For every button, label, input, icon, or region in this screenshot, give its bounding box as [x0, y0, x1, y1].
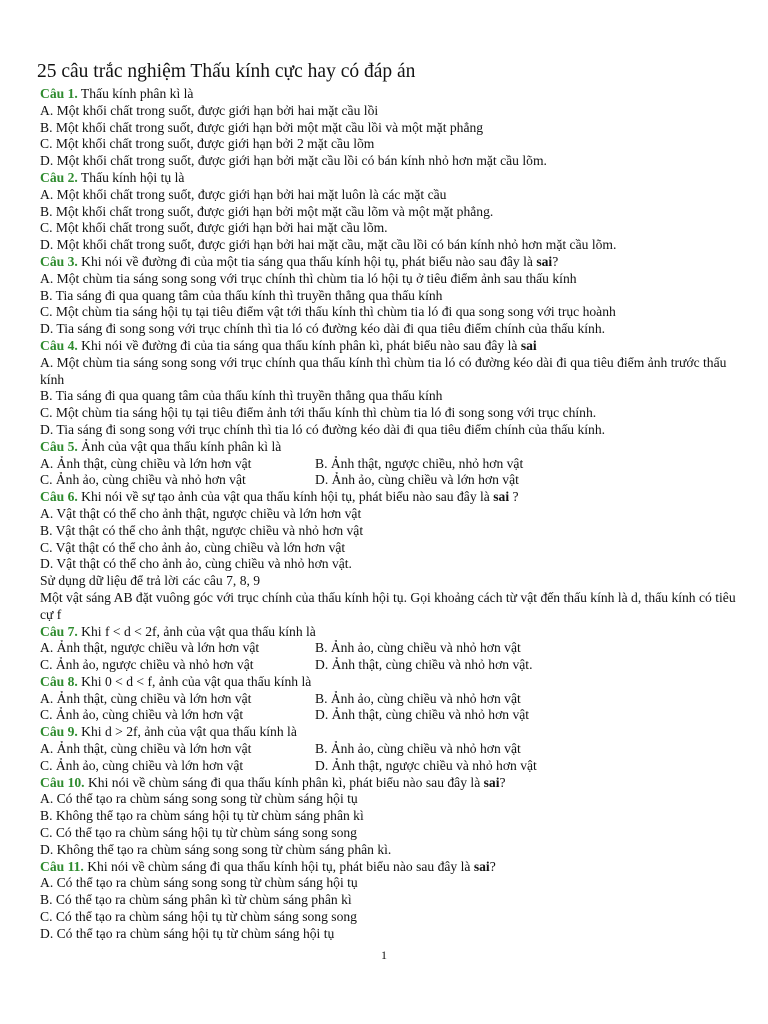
- option-a: A. Một khối chất trong suốt, được giới hạn bởi hai mặt luôn là các mặt cầu: [40, 186, 447, 202]
- option-a: A. Một khối chất trong suốt, được giới hạn bởi hai mặt cầu lồi: [40, 102, 379, 118]
- question-text: Khi 0 < d < f, ảnh của vật qua thấu kính là: [77, 673, 312, 689]
- question-text: Khi nói về đường đi của tia sáng qua thấu kính phân kì, phát biểu nào sau đây là: [77, 337, 521, 353]
- option-b: B. Một khối chất trong suốt, được giới hạn bởi một mặt cầu lồi và một mặt phẳng: [40, 119, 484, 135]
- question-text: Thấu kính phân kì là: [77, 86, 194, 101]
- emphasis-sai: sai: [473, 858, 490, 874]
- option-d: D. Một khối chất trong suốt, được giới hạn bởi mặt cầu lồi có bán kính nhỏ hơn mặt cầu lõm.: [40, 153, 547, 169]
- option-c: C. Ảnh ảo, cùng chiều và lớn hơn vật: [40, 707, 244, 723]
- emphasis-sai: sai: [483, 774, 500, 790]
- option-a: A. Ảnh thật, cùng chiều và lớn hơn vật: [40, 741, 252, 757]
- emphasis-sai: sai: [536, 253, 553, 269]
- question-stem: [40, 724, 740, 741]
- question-label: Câu 9.: [40, 724, 78, 740]
- option-d: D. Tia sáng đi song song với trục chính thì tia ló có đường kéo dài đi qua tiêu điểm chính của thấu kính.: [40, 321, 606, 337]
- question-label: Câu 6.: [40, 489, 78, 505]
- question-4: [40, 338, 740, 439]
- option-a: A. Ảnh thật, cùng chiều và lớn hơn vật: [40, 690, 252, 706]
- option-b: B. Ảnh thật, ngược chiều, nhỏ hơn vật: [315, 455, 524, 471]
- options-row: [40, 456, 740, 473]
- option-c: C. Có thể tạo ra chùm sáng hội tụ từ chùm sáng song song: [40, 825, 357, 841]
- question-label: Câu 4.: [40, 337, 78, 353]
- option-b: B. Vật thật có thể cho ảnh thật, ngược chiều và nhỏ hơn vật: [40, 522, 364, 538]
- option-a: A. Có thể tạo ra chùm sáng song song từ chùm sáng hội tụ: [40, 791, 358, 807]
- option-d: D. Ảnh ảo, cùng chiều và lớn hơn vật: [315, 472, 519, 488]
- option-c: C. Một chùm tia sáng hội tụ tại tiêu điểm vật tới thấu kính thì chùm tia ló đi qua song song với trục hoành: [40, 304, 616, 320]
- option-d: D. Ảnh thật, cùng chiều và nhỏ hơn vật.: [315, 657, 533, 673]
- option-a: A. Có thể tạo ra chùm sáng song song từ chùm sáng hội tụ: [40, 875, 358, 891]
- document-title: 25 câu trắc nghiệm Thấu kính cực hay có đáp án: [37, 61, 416, 82]
- emphasis-sai: sai: [520, 337, 537, 353]
- question-end: ?: [509, 489, 519, 505]
- question-10: [40, 775, 740, 859]
- question-5: [40, 439, 740, 489]
- option-b: B. Tia sáng đi qua quang tâm của thấu kính thì truyền thẳng qua thấu kính: [40, 388, 443, 404]
- option-b: B. Một khối chất trong suốt, được giới hạn bởi một mặt cầu lõm và một mặt phẳng.: [40, 203, 494, 219]
- option-a: A. Một chùm tia sáng song song với trục chính thì chùm tia ló hội tụ ở tiêu điểm ảnh sau thấu kính: [40, 270, 577, 286]
- option-d: D. Không thể tạo ra chùm sáng song song từ chùm sáng phân kì.: [40, 841, 392, 857]
- option-b: B. Không thể tạo ra chùm sáng hội tụ từ chùm sáng phân kì: [40, 808, 364, 824]
- question-text: Khi nói về chùm sáng đi qua thấu kính hội tụ, phát biểu nào sau đây là: [83, 858, 474, 874]
- option-d: D. Ảnh thật, cùng chiều và nhỏ hơn vật: [315, 707, 530, 723]
- question-text: Khi f < d < 2f, ảnh của vật qua thấu kính là: [77, 623, 316, 639]
- options-row: [40, 472, 740, 489]
- question-stem: [40, 624, 740, 641]
- question-label: Câu 11.: [40, 858, 84, 874]
- question-stem: [40, 439, 740, 456]
- option-c: C. Ảnh ảo, cùng chiều và lớn hơn vật: [40, 757, 244, 773]
- document-body: [37, 60, 740, 943]
- question-label: Câu 10.: [40, 774, 85, 790]
- question-end: ?: [552, 253, 559, 269]
- option-a: A. Ảnh thật, ngược chiều và lớn hơn vật: [40, 640, 260, 656]
- question-label: Câu 2.: [40, 169, 78, 185]
- option-c: C. Có thể tạo ra chùm sáng hội tụ từ chùm sáng song song: [40, 909, 357, 925]
- option-a: A. Một chùm tia sáng song song với trục chính qua thấu kính thì chùm tia ló có đường kéo dài đi qua tiêu điểm ảnh trước thấu kính: [40, 354, 727, 387]
- option-c: C. Vật thật có thể cho ảnh ảo, cùng chiều và lớn hơn vật: [40, 539, 346, 555]
- option-b: B. Ảnh ảo, cùng chiều và nhỏ hơn vật: [315, 741, 521, 757]
- question-label: Câu 8.: [40, 673, 78, 689]
- question-1: [40, 86, 740, 170]
- option-d: D. Vật thật có thể cho ảnh ảo, cùng chiều và nhỏ hơn vật.: [40, 556, 352, 572]
- shared-data-description: Một vật sáng AB đặt vuông góc với trục chính của thấu kính hội tụ. Gọi khoảng cách từ vật đến thấu kính là d, thấu kính có tiêu cự f: [40, 589, 736, 622]
- question-text: Khi nói về chùm sáng đi qua thấu kính phân kì, phát biểu nào sau đây là: [84, 774, 484, 790]
- question-label: Câu 1.: [40, 86, 78, 101]
- question-label: Câu 7.: [40, 623, 78, 639]
- question-3: [40, 254, 740, 338]
- question-label: Câu 3.: [40, 253, 78, 269]
- option-c: C. Ảnh ảo, ngược chiều và nhỏ hơn vật: [40, 657, 254, 673]
- page-number: 1: [381, 948, 387, 962]
- question-6: [40, 489, 740, 573]
- question-11: [40, 859, 740, 943]
- option-b: B. Ảnh ảo, cùng chiều và nhỏ hơn vật: [315, 640, 521, 656]
- option-c: C. Một khối chất trong suốt, được giới hạn bởi hai mặt cầu lõm.: [40, 220, 388, 236]
- options-row: [40, 640, 740, 657]
- question-text: Ảnh của vật qua thấu kính phân kì là: [77, 438, 282, 454]
- question-stem: [40, 338, 740, 355]
- options-row: [40, 657, 740, 674]
- option-d: D. Ảnh thật, ngược chiều và nhỏ hơn vật: [315, 757, 537, 773]
- option-a: A. Vật thật có thể cho ảnh thật, ngược chiều và lớn hơn vật: [40, 505, 362, 521]
- question-stem: [40, 674, 740, 691]
- question-label: Câu 5.: [40, 438, 78, 454]
- option-b: B. Có thể tạo ra chùm sáng phân kì từ chùm sáng phân kì: [40, 892, 352, 908]
- question-stem: [40, 489, 740, 506]
- question-end: ?: [489, 858, 496, 874]
- question-end: ?: [499, 774, 506, 790]
- option-b: B. Ảnh ảo, cùng chiều và nhỏ hơn vật: [315, 690, 521, 706]
- question-8: [40, 674, 740, 724]
- question-stem: [40, 86, 740, 103]
- question-stem: [40, 254, 740, 271]
- question-7: [40, 624, 740, 674]
- question-text: Khi nói về sự tạo ảnh của vật qua thấu kính hội tụ, phát biểu nào sau đây là: [77, 489, 494, 505]
- question-stem: [40, 859, 740, 876]
- question-text: Khi d > 2f, ảnh của vật qua thấu kính là: [77, 724, 297, 740]
- option-d: D. Tia sáng đi song song với trục chính thì tia ló có đường kéo dài đi qua tiêu điểm chính của thấu kính.: [40, 421, 606, 437]
- shared-data-intro: Sử dụng dữ liệu để trả lời các câu 7, 8, 9: [40, 573, 261, 589]
- options-row: [40, 707, 740, 724]
- option-a: A. Ảnh thật, cùng chiều và lớn hơn vật: [40, 455, 252, 471]
- option-c: C. Ảnh ảo, cùng chiều và nhỏ hơn vật: [40, 472, 246, 488]
- question-9: [40, 724, 740, 774]
- question-2: [40, 170, 740, 254]
- emphasis-sai: sai: [493, 489, 510, 505]
- option-c: C. Một khối chất trong suốt, được giới hạn bởi 2 mặt cầu lõm: [40, 136, 375, 152]
- option-d: D. Có thể tạo ra chùm sáng hội tụ từ chùm sáng hội tụ: [40, 925, 335, 941]
- option-b: B. Tia sáng đi qua quang tâm của thấu kính thì truyền thẳng qua thấu kính: [40, 287, 443, 303]
- question-text: Thấu kính hội tụ là: [77, 169, 185, 185]
- options-row: [40, 691, 740, 708]
- question-stem: [40, 170, 740, 187]
- options-row: [40, 758, 740, 775]
- option-c: C. Một chùm tia sáng hội tụ tại tiêu điểm ảnh tới thấu kính thì chùm tia ló đi song song với trục chính.: [40, 405, 597, 421]
- options-row: [40, 741, 740, 758]
- question-text: Khi nói về đường đi của một tia sáng qua thấu kính hội tụ, phát biểu nào sau đây là: [77, 253, 537, 269]
- option-d: D. Một khối chất trong suốt, được giới hạn bởi hai mặt cầu, mặt cầu lồi có bán kính nhỏ hơn mặt cầu lõm.: [40, 237, 617, 253]
- question-stem: [40, 775, 740, 792]
